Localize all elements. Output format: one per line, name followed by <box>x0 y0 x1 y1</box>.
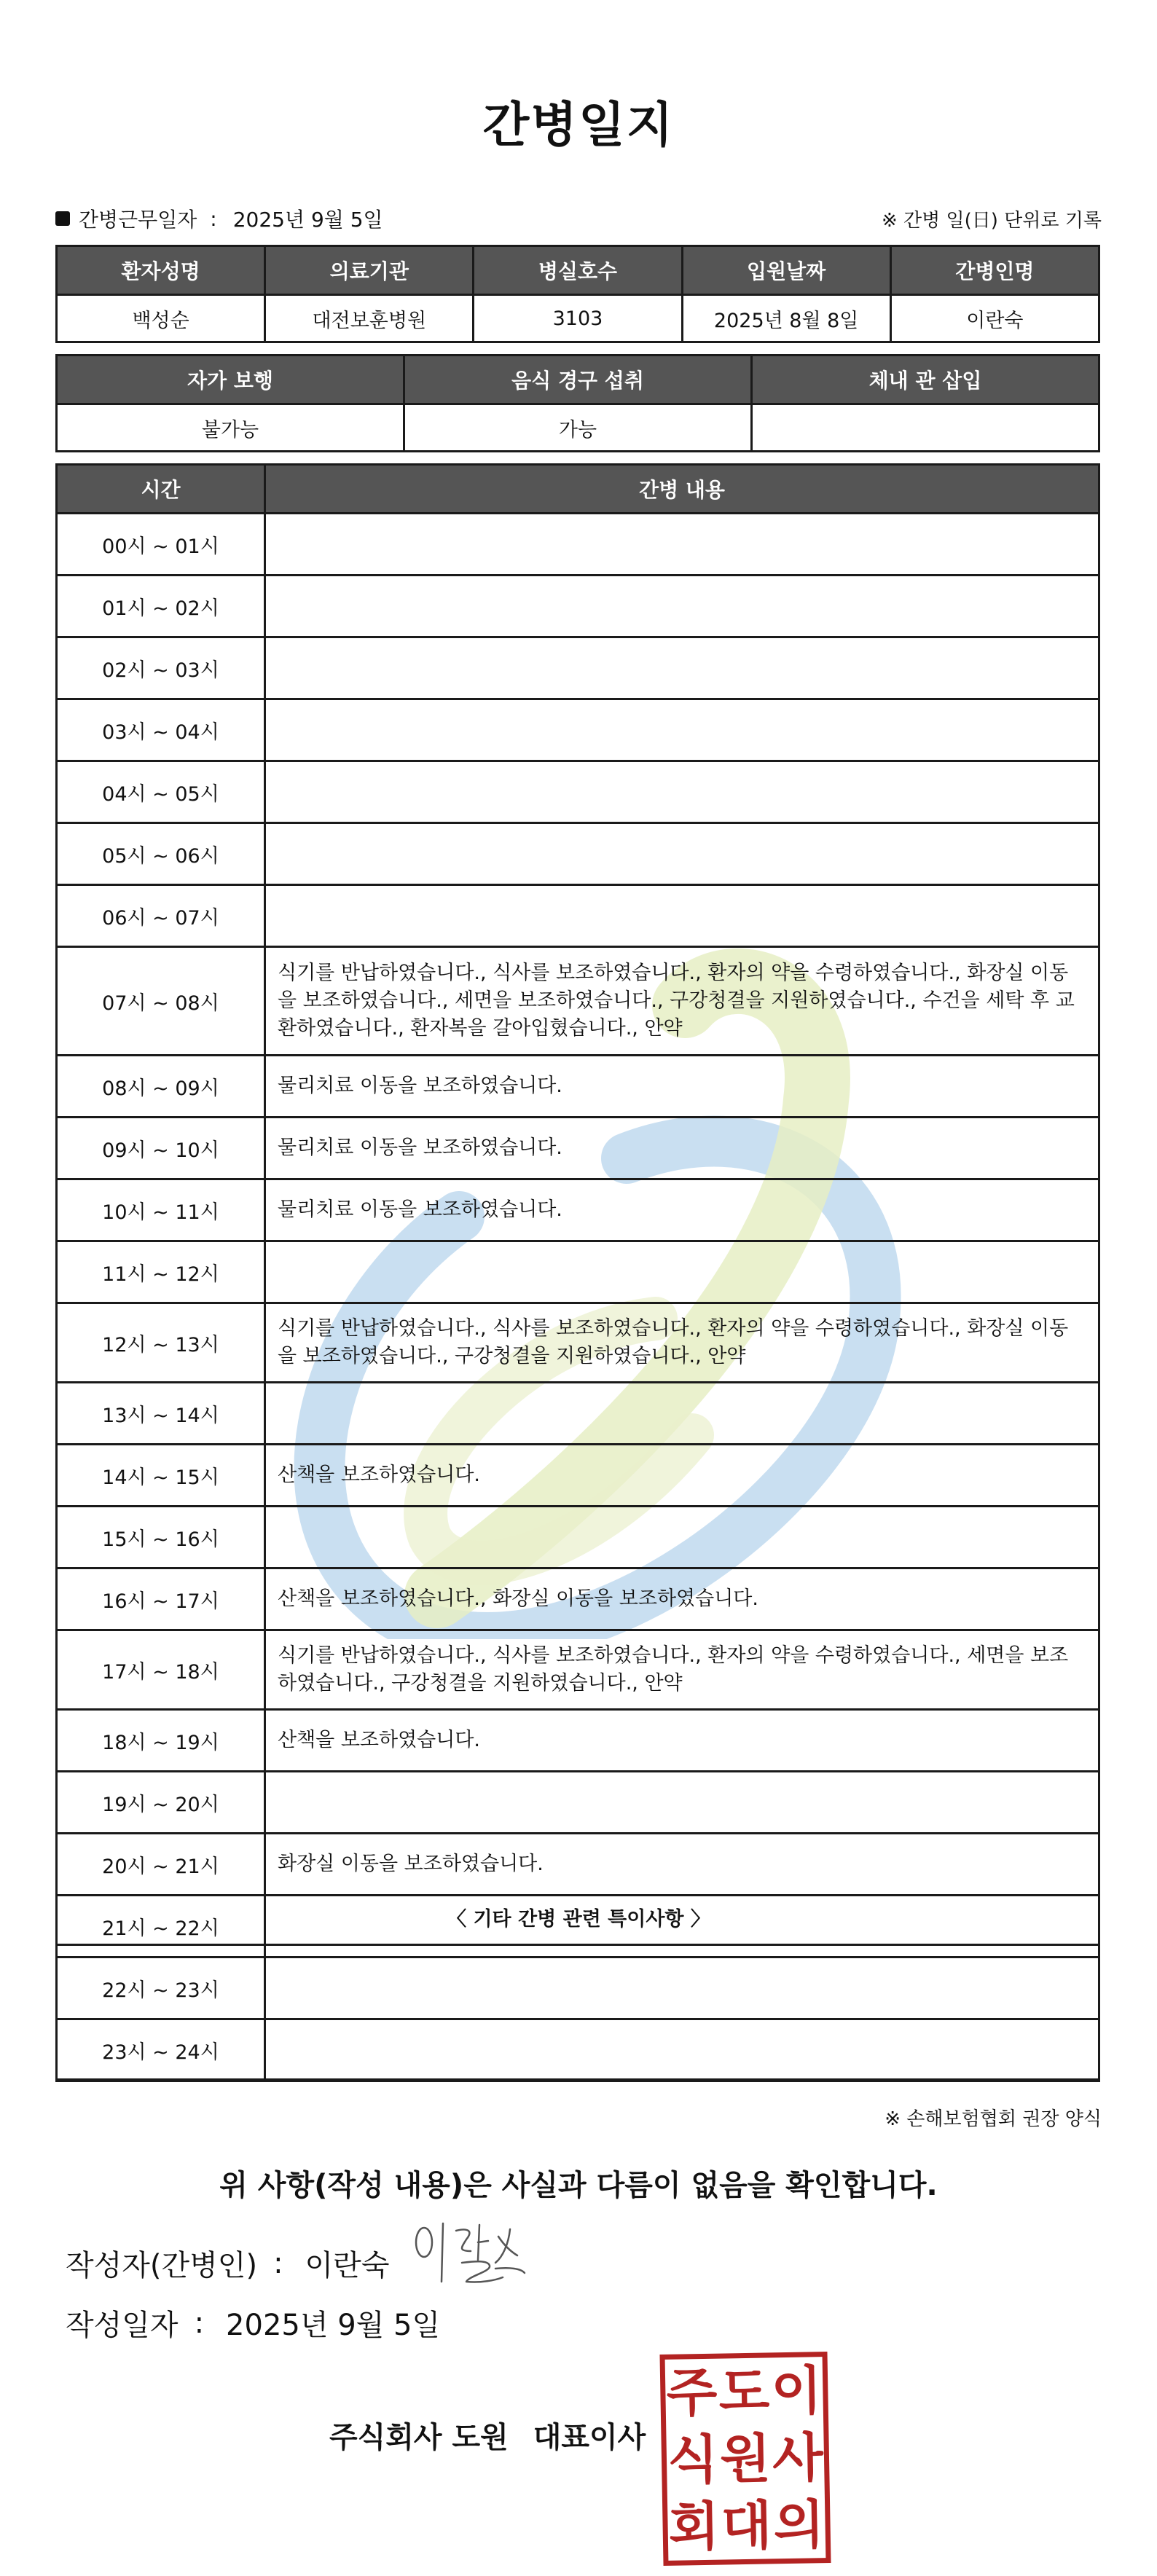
care-log-row <box>57 885 1099 947</box>
care-log-time: 04시 ~ 05시 <box>57 761 265 823</box>
care-log-time: 13시 ~ 14시 <box>57 1383 265 1445</box>
care-date-label: 간병근무일자 <box>79 208 197 232</box>
document-title: 간병일지 <box>482 97 675 153</box>
seal-char: 회 <box>668 2495 721 2558</box>
company-signature-line <box>329 2414 646 2456</box>
source-note: ※ 손해보험협회 권장 양식 <box>885 2108 1102 2130</box>
care-log-row <box>57 1179 1099 1241</box>
written-date-colon: : <box>194 2306 205 2340</box>
care-log-time: 05시 ~ 06시 <box>57 823 265 885</box>
care-log-row <box>57 1445 1099 1507</box>
care-log-time: 14시 ~ 15시 <box>57 1445 265 1507</box>
confirmation-statement: 위 사항(작성 내용)은 사실과 다름이 없음을 확인합니다. <box>219 2169 938 2202</box>
written-date-line <box>66 2302 440 2344</box>
care-log-time: 03시 ~ 04시 <box>57 699 265 761</box>
patient-status-table <box>55 354 1100 452</box>
care-log-body <box>57 514 1099 2081</box>
company-name: 주식회사 도원 <box>329 2421 509 2454</box>
other-notes-content <box>58 1946 1098 1966</box>
seal-char: 이 <box>770 2360 823 2422</box>
status-value-row <box>57 404 1099 452</box>
admission-date: 2025년 8월 8일 <box>682 295 890 342</box>
seal-char: 대 <box>721 2494 773 2557</box>
header-caregiver-name: 간병인명 <box>890 246 1099 295</box>
written-date-label: 작성일자 <box>66 2309 179 2342</box>
care-log-content <box>265 699 1099 761</box>
care-log-time: 17시 ~ 18시 <box>57 1630 265 1710</box>
care-log-row <box>57 1710 1099 1772</box>
header-oral-intake: 음식 경구 섭취 <box>404 356 752 404</box>
header-time: 시간 <box>57 465 265 514</box>
record-unit-note: ※ 간병 일(日) 단위로 기록 <box>881 210 1102 232</box>
care-log-time: 19시 ~ 20시 <box>57 1772 265 1834</box>
care-log-time: 22시 ~ 23시 <box>57 1957 265 2019</box>
care-log-time: 15시 ~ 16시 <box>57 1507 265 1568</box>
care-log-content: 물리치료 이동을 보조하였습니다. <box>265 1179 1099 1241</box>
header-room-number: 병실호수 <box>474 246 682 295</box>
care-log-time: 07시 ~ 08시 <box>57 947 265 1056</box>
writer-colon: : <box>273 2246 283 2280</box>
care-log-time: 02시 ~ 03시 <box>57 637 265 699</box>
care-log-row <box>57 761 1099 823</box>
hospital-name: 대전보훈병원 <box>265 295 474 342</box>
care-log-content: 식기를 반납하였습니다., 식사를 보조하였습니다., 환자의 약을 수령하였습니다., 화장실 이동을 보조하였습니다., 세면을 보조하였습니다., 구강청결을 지원하였습니다., 수건을 세탁 후 교환하였습니다., 환자복을 갈아입혔습니다., 안약 <box>265 947 1099 1056</box>
header-care-content: 간병 내용 <box>265 465 1099 514</box>
care-log-content <box>265 1772 1099 1834</box>
care-log-row <box>57 1303 1099 1383</box>
care-log-row <box>57 1056 1099 1118</box>
care-log-row <box>57 1118 1099 1179</box>
care-date-colon: : <box>210 206 217 231</box>
care-log-content <box>265 514 1099 576</box>
care-log-content <box>265 1241 1099 1303</box>
care-log-row <box>57 947 1099 1056</box>
care-log-content: 산책을 보조하였습니다. <box>265 1445 1099 1507</box>
care-log-table <box>55 463 1100 2082</box>
care-log-time: 16시 ~ 17시 <box>57 1568 265 1630</box>
patient-info-value-row <box>57 295 1099 342</box>
care-log-header-row <box>57 465 1099 514</box>
care-log-row <box>57 1568 1099 1630</box>
header-self-walking: 자가 보행 <box>57 356 404 404</box>
bullet-square-icon <box>55 211 70 226</box>
care-log-content <box>265 761 1099 823</box>
other-notes-title: 〈 기타 간병 관련 특이사항 〉 <box>447 1908 710 1931</box>
writer-label: 작성자(간병인) <box>66 2249 258 2282</box>
care-log-row <box>57 1507 1099 1568</box>
care-log-row <box>57 699 1099 761</box>
patient-info-table <box>55 245 1100 343</box>
care-log-time: 08시 ~ 09시 <box>57 1056 265 1118</box>
care-log-content: 식기를 반납하였습니다., 식사를 보조하였습니다., 환자의 약을 수령하였습니다., 세면을 보조하였습니다., 구강청결을 지원하였습니다., 안약 <box>265 1630 1099 1710</box>
care-date-value: 2025년 9월 5일 <box>232 208 383 232</box>
care-log-time: 23시 ~ 24시 <box>57 2019 265 2081</box>
seal-char: 원 <box>719 2427 772 2490</box>
company-seal-stamp <box>659 2352 831 2566</box>
caregiver-name: 이란숙 <box>890 295 1099 342</box>
care-log-row <box>57 576 1099 637</box>
room-number: 3103 <box>474 295 682 342</box>
care-log-content <box>265 576 1099 637</box>
care-log-time: 00시 ~ 01시 <box>57 514 265 576</box>
care-log-row <box>57 1241 1099 1303</box>
company-representative-title: 대표이사 <box>533 2421 646 2454</box>
care-log-time: 01시 ~ 02시 <box>57 576 265 637</box>
seal-char: 식 <box>667 2428 719 2491</box>
care-log-time: 18시 ~ 19시 <box>57 1710 265 1772</box>
writer-name: 이란숙 <box>305 2249 390 2282</box>
care-log-time: 06시 ~ 07시 <box>57 885 265 947</box>
other-notes-box <box>55 1944 1100 2081</box>
care-log-content: 물리치료 이동을 보조하였습니다. <box>265 1056 1099 1118</box>
care-log-content: 산책을 보조하였습니다. <box>265 1710 1099 1772</box>
care-log-row <box>57 1383 1099 1445</box>
care-log-time: 11시 ~ 12시 <box>57 1241 265 1303</box>
care-log-content: 화장실 이동을 보조하였습니다. <box>265 1834 1099 1896</box>
seal-char: 도 <box>718 2360 770 2423</box>
care-log-row <box>57 637 1099 699</box>
seal-char: 사 <box>772 2427 824 2489</box>
care-log-row <box>57 823 1099 885</box>
header-admission-date: 입원날짜 <box>682 246 890 295</box>
header-hospital: 의료기관 <box>265 246 474 295</box>
seal-char: 의 <box>773 2494 825 2556</box>
header-tube-insertion: 체내 관 삽입 <box>752 356 1099 404</box>
header-patient-name: 환자성명 <box>57 246 265 295</box>
status-header-row <box>57 356 1099 404</box>
seal-char: 주 <box>665 2361 718 2424</box>
care-log-row <box>57 1772 1099 1834</box>
patient-info-header-row <box>57 246 1099 295</box>
care-log-time: 09시 ~ 10시 <box>57 1118 265 1179</box>
care-log-content: 산책을 보조하였습니다., 화장실 이동을 보조하였습니다. <box>265 1568 1099 1630</box>
care-log-time: 12시 ~ 13시 <box>57 1303 265 1383</box>
care-log-content <box>265 637 1099 699</box>
handwritten-signature <box>408 2215 532 2288</box>
writer-line <box>66 2242 389 2284</box>
care-date-line <box>55 204 383 233</box>
care-log-content <box>265 885 1099 947</box>
care-log-row <box>57 1630 1099 1710</box>
care-log-row <box>57 1834 1099 1896</box>
patient-name: 백성순 <box>57 295 265 342</box>
care-log-time: 10시 ~ 11시 <box>57 1179 265 1241</box>
written-date-value: 2025년 9월 5일 <box>226 2309 441 2342</box>
care-log-content <box>265 1507 1099 1568</box>
care-log-content: 물리치료 이동을 보조하였습니다. <box>265 1118 1099 1179</box>
care-log-content <box>265 1383 1099 1445</box>
care-log-row <box>57 514 1099 576</box>
care-log-content <box>265 823 1099 885</box>
tube-insertion-value <box>752 404 1099 452</box>
oral-intake-value: 가능 <box>404 404 752 452</box>
care-log-time: 21시 ~ 22시 <box>57 1896 265 1957</box>
care-log-content: 식기를 반납하였습니다., 식사를 보조하였습니다., 환자의 약을 수령하였습니다., 화장실 이동을 보조하였습니다., 구강청결을 지원하였습니다., 안약 <box>265 1303 1099 1383</box>
care-log-time: 20시 ~ 21시 <box>57 1834 265 1896</box>
self-walking-value: 불가능 <box>57 404 404 452</box>
